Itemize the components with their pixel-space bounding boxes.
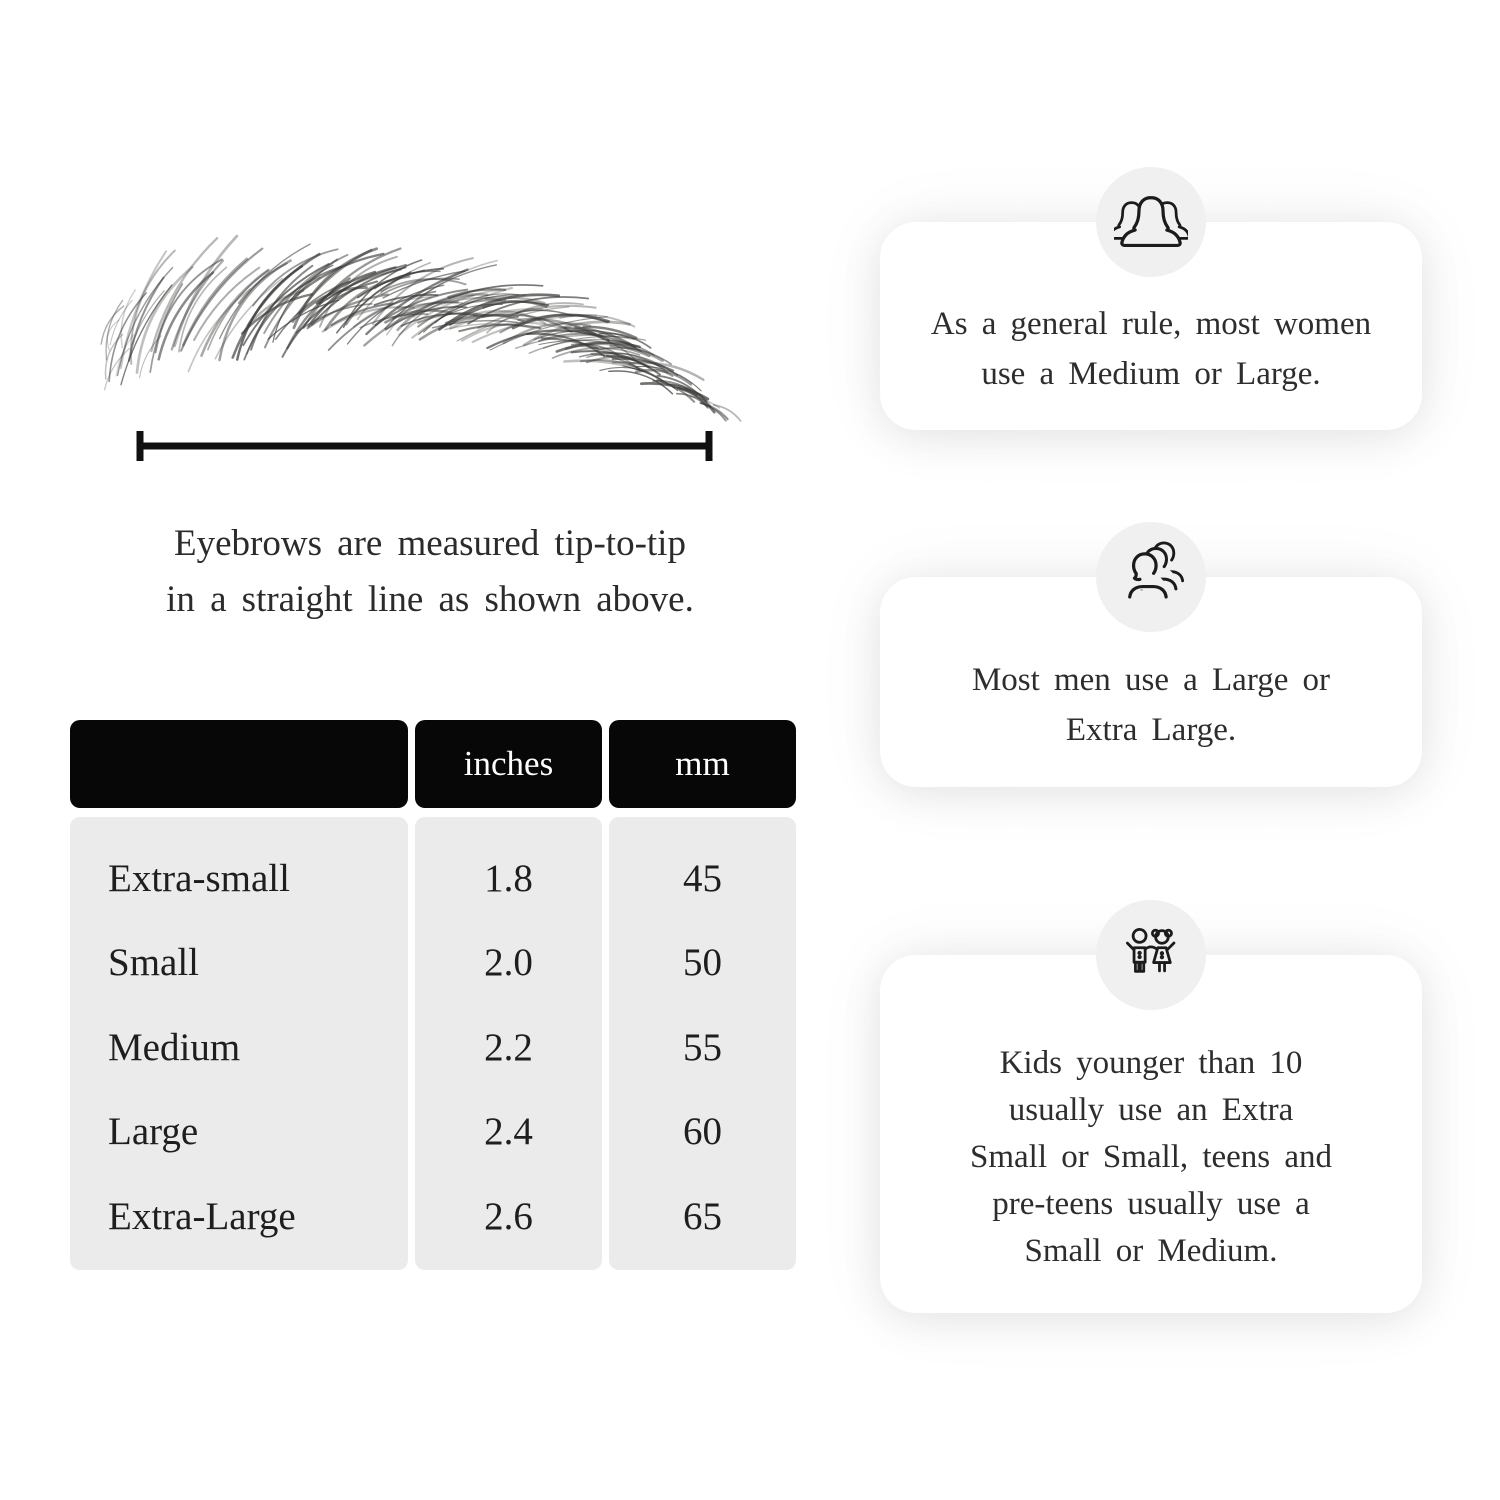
card-text xyxy=(904,282,1398,416)
icon-circle xyxy=(1096,167,1206,277)
mm-column xyxy=(609,817,796,1270)
measurement-caption xyxy=(95,516,765,628)
table-cell-mm: 45 xyxy=(683,856,722,900)
caption-line-1: Eyebrows are measured tip-to-tip xyxy=(174,523,686,564)
info-card-men xyxy=(880,577,1422,787)
card-text-line: Small or Small, teens and xyxy=(970,1138,1332,1175)
women-group-icon xyxy=(1114,185,1188,259)
info-card-kids xyxy=(880,955,1422,1313)
card-text-line: use a Medium or Large. xyxy=(981,356,1321,392)
size-table xyxy=(70,720,796,1270)
inches-column xyxy=(415,817,602,1270)
header-cell-size xyxy=(70,720,408,808)
kids-icon xyxy=(1114,918,1188,992)
card-text-line: Most men use a Large or xyxy=(971,662,1331,698)
men-group-icon xyxy=(1114,540,1188,614)
card-text xyxy=(904,637,1398,773)
table-cell-inches: 1.8 xyxy=(484,856,533,900)
card-text-line: Extra Large. xyxy=(1065,712,1237,748)
table-cell-inches: 2.4 xyxy=(484,1110,533,1153)
size-label-column xyxy=(70,817,408,1270)
measurement-line xyxy=(137,431,712,461)
table-cell-mm: 60 xyxy=(683,1110,722,1153)
card-text xyxy=(904,1015,1398,1299)
table-row-label: Extra-Large xyxy=(108,1194,296,1238)
table-row-label: Small xyxy=(108,941,200,984)
header-cell-mm: mm xyxy=(609,720,796,808)
card-text-line: usually use an Extra xyxy=(1008,1091,1294,1128)
card-text-line: pre-teens usually use a xyxy=(992,1185,1310,1222)
caption-line-2: in a straight line as shown above. xyxy=(166,579,694,620)
info-card-women xyxy=(880,222,1422,430)
icon-circle xyxy=(1096,900,1206,1010)
table-row-label: Medium xyxy=(108,1025,241,1069)
table-cell-mm: 50 xyxy=(683,941,722,984)
card-text-line: Small or Medium. xyxy=(1024,1232,1278,1269)
card-text-line: As a general rule, most women xyxy=(930,306,1372,342)
card-text-line: Kids younger than 10 xyxy=(999,1044,1303,1081)
table-cell-mm: 65 xyxy=(683,1194,722,1238)
table-cell-inches: 2.0 xyxy=(484,941,533,984)
icon-circle xyxy=(1096,522,1206,632)
table-cell-mm: 55 xyxy=(683,1025,722,1069)
size-table-header xyxy=(70,720,796,808)
table-cell-inches: 2.2 xyxy=(484,1025,533,1069)
header-cell-inches: inches xyxy=(415,720,602,808)
table-cell-inches: 2.6 xyxy=(484,1194,533,1238)
table-row-label: Extra-small xyxy=(108,856,290,900)
table-row-label: Large xyxy=(108,1110,199,1153)
size-table-body xyxy=(70,817,796,1270)
